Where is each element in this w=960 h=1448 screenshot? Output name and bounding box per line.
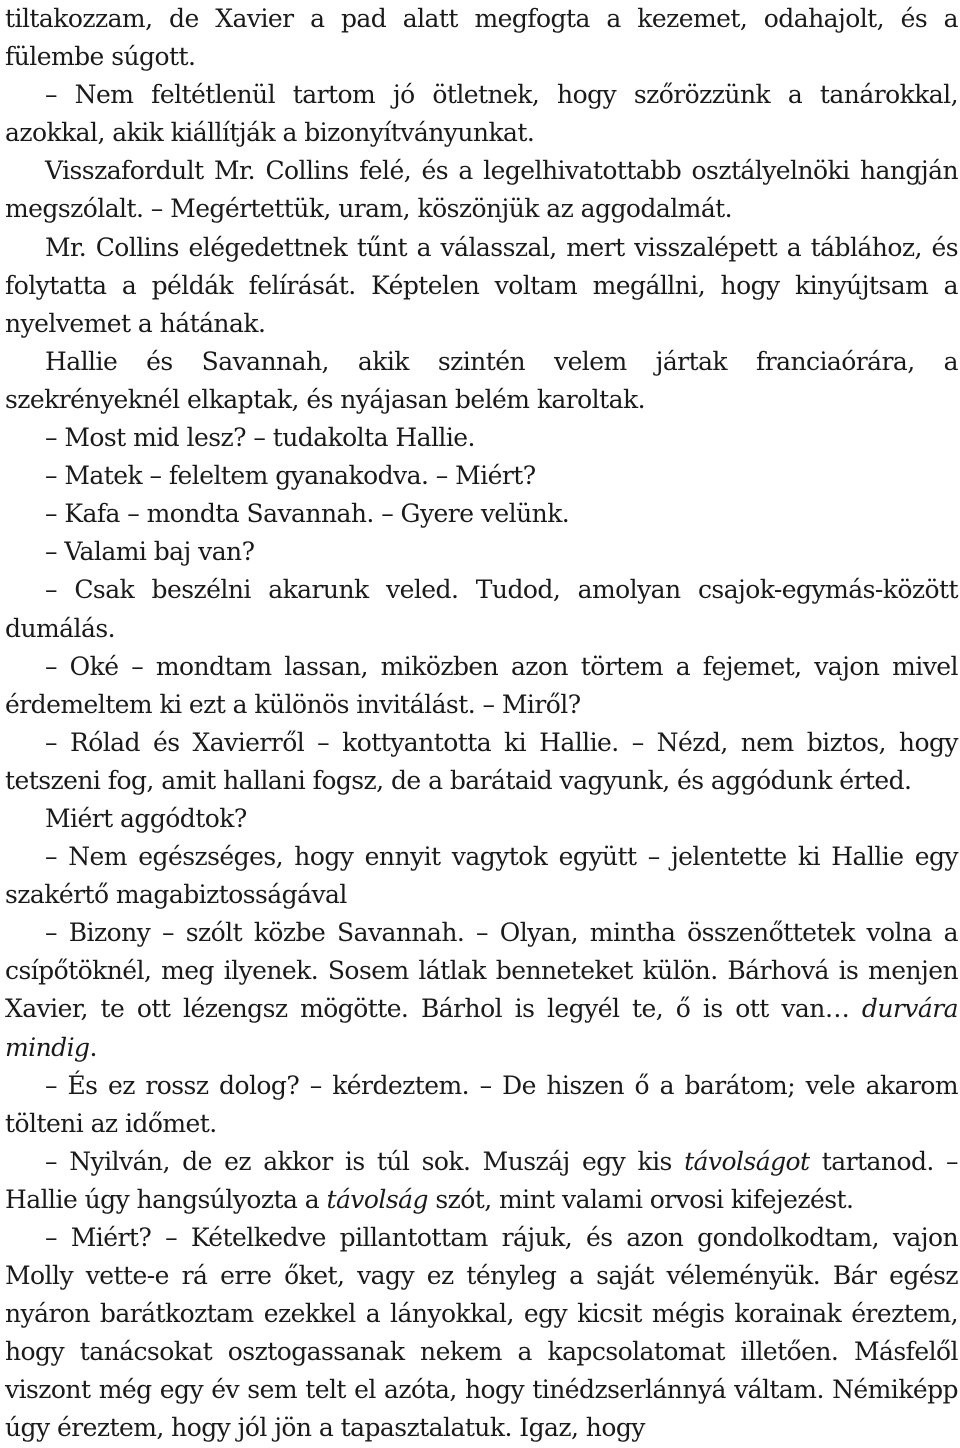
text-run: – És ez rossz dolog? – kérdeztem. – De hiszen ő a barátom; vele akarom tölteni az időmet.: [5, 1070, 958, 1138]
text-run: – Csak beszélni akarunk veled. Tudod, amolyan csajok-egymás-között dumálás.: [5, 575, 958, 643]
text-run: szót, mint valami orvosi kifejezést.: [427, 1184, 854, 1214]
text-run: – Rólad és Xavierről – kottyantotta ki Hallie. – Nézd, nem biztos, hogy tetszeni fog, amit hallani fogsz, de a barátaid vagyunk, és aggódunk érted.: [5, 727, 958, 795]
text-run: – Nyilván, de ez akkor is túl sok. Muszáj egy kis: [45, 1146, 685, 1176]
paragraph: [5, 1143, 958, 1219]
paragraph: [5, 724, 958, 800]
italic-text: durvára mindig: [5, 994, 958, 1062]
text-run: – Nem feltétlenül tartom jó ötletnek, hogy szőrözzünk a tanárokkal, azokkal, akik kiállítják a bizonyítványunkat.: [5, 80, 958, 148]
text-run: – Valami baj van?: [45, 537, 255, 567]
paragraph: [5, 648, 958, 724]
text-run: – Nem egészséges, hogy ennyit vagytok együtt – jelentette ki Hallie egy szakértő magabiztosságával: [5, 842, 958, 910]
paragraph: [5, 419, 958, 457]
paragraph: [5, 0, 958, 76]
text-run: tartanod. – Hallie úgy hangsúlyozta a: [5, 1146, 958, 1214]
paragraph: [5, 914, 958, 1066]
text-run: Visszafordult Mr. Collins felé, és a legelhivatottabb osztályelnöki hangján megszólalt. – Megértettük, uram, köszönjük az aggodalmát.: [5, 156, 958, 224]
text-run: Hallie és Savannah, akik szintén velem jártak franciaórára, a szekrényeknél elkaptak, és nyájasan belém karoltak.: [5, 346, 958, 414]
text-run: .: [89, 1032, 97, 1062]
paragraph: [5, 800, 958, 838]
italic-text: távolság: [326, 1184, 428, 1214]
paragraph: [5, 457, 958, 495]
text-run: – Matek – feleltem gyanakodva. – Miért?: [45, 461, 536, 491]
paragraph: [5, 1219, 958, 1448]
paragraph: [5, 838, 958, 914]
paragraph: [5, 152, 958, 228]
text-run: – Most mid lesz? – tudakolta Hallie.: [45, 423, 475, 453]
text-run: – Oké – mondtam lassan, miközben azon törtem a fejemet, vajon mivel érdemeltem ki ezt a különös invitálást. – Miről?: [5, 651, 958, 719]
paragraph: [5, 495, 958, 533]
text-run: – Kafa – mondta Savannah. – Gyere velünk.: [45, 499, 570, 529]
text-run: – Bizony – szólt közbe Savannah. – Olyan, mintha összenőttetek volna a csípőtöknél, meg ilyenek. Sosem látlak benneteket külön. Bárhová is menjen Xavier, te ott lézengsz mögötte. Bárhol is legyél te, ő is ott van…: [5, 918, 958, 1024]
paragraph: [5, 229, 958, 343]
text-run: Mr. Collins elégedettnek tűnt a válasszal, mert visszalépett a táblához, és folytatta a példák felírását. Képtelen voltam megállni, hogy kinyújtsam a nyelvemet a hátának.: [5, 232, 958, 338]
paragraph: [5, 571, 958, 647]
italic-text: távolságot: [684, 1146, 810, 1176]
page-text: [5, 0, 958, 1448]
paragraph: [5, 533, 958, 571]
text-run: Miért aggódtok?: [45, 803, 247, 833]
paragraph: [5, 1067, 958, 1143]
paragraph: [5, 76, 958, 152]
text-run: – Miért? – Kételkedve pillantottam rájuk, és azon gondolkodtam, vajon Molly vette-e rá erre őket, vagy ez tényleg a saját véleményük. Bár egész nyáron barátkoztam ezekkel a lányokkal, egy kicsit mégis korainak éreztem, hogy tanácsokat osztogassanak nekem a kapcsolatomat illetően. Másfelől viszont még egy év sem telt el azóta, hogy tinédzserlánnyá váltam. Némiképp úgy éreztem, hogy jól jön a tapasztalatuk. Igaz, hogy: [5, 1223, 958, 1443]
text-run: tiltakozzam, de Xavier a pad alatt megfogta a kezemet, odahajolt, és a fülembe súgott.: [5, 4, 958, 72]
paragraph: [5, 343, 958, 419]
